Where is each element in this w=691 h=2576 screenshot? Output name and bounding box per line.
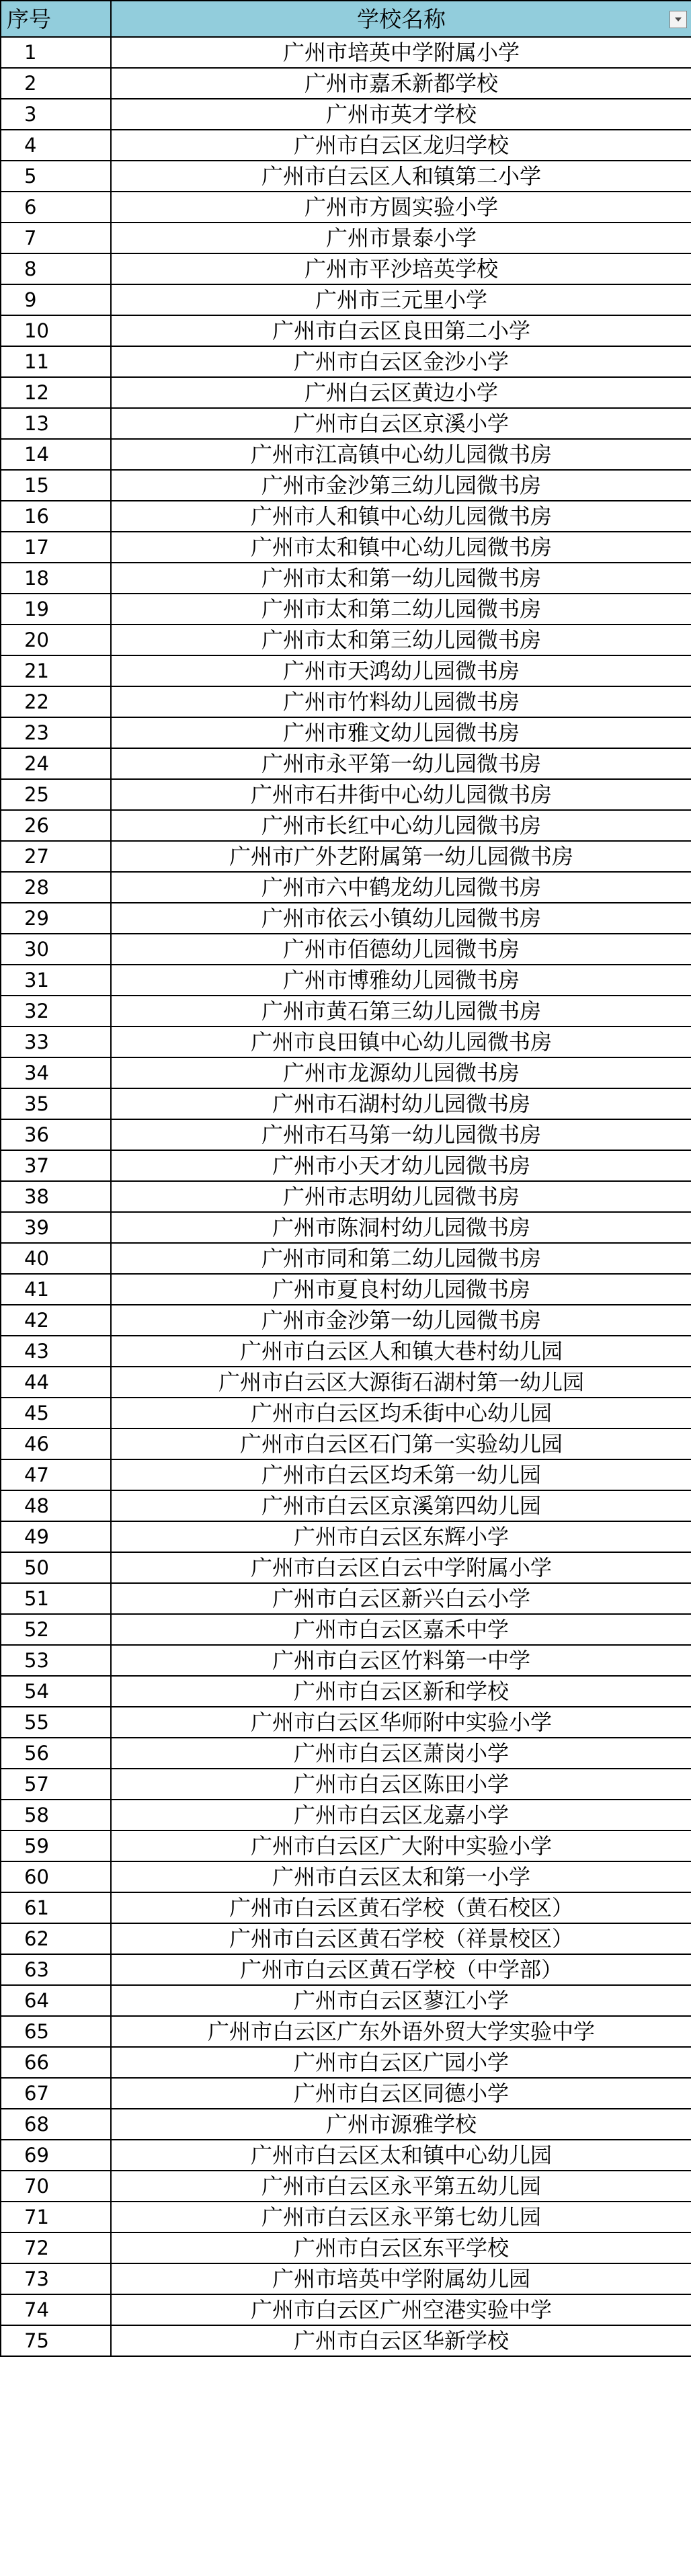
row-number-cell[interactable]: 25 — [1, 779, 111, 810]
filter-dropdown-icon[interactable] — [669, 11, 687, 28]
table-row — [1, 625, 691, 655]
row-number-cell[interactable]: 20 — [1, 625, 111, 655]
table-row — [1, 253, 691, 284]
table-row — [1, 779, 691, 810]
row-number-cell[interactable]: 60 — [1, 1861, 111, 1892]
row-number-cell[interactable]: 36 — [1, 1119, 111, 1150]
row-number-cell[interactable]: 1 — [1, 37, 111, 68]
school-name-cell[interactable]: 广州市石马第一幼儿园微书房 — [111, 1119, 691, 1150]
table-row — [1, 934, 691, 965]
row-number-cell[interactable]: 15 — [1, 470, 111, 501]
table-row — [1, 501, 691, 532]
school-name-cell[interactable]: 广州市良田镇中心幼儿园微书房 — [111, 1027, 691, 1057]
table-row — [1, 1367, 691, 1398]
row-number-cell[interactable]: 58 — [1, 1800, 111, 1830]
school-name-cell[interactable]: 广州市白云区大源街石湖村第一幼儿园 — [111, 1367, 691, 1398]
table-row — [1, 965, 691, 996]
school-name-cell[interactable]: 广州市白云区龙嘉小学 — [111, 1800, 691, 1830]
school-name-cell[interactable]: 广州市同和第二幼儿园微书房 — [111, 1243, 691, 1274]
column-header-number[interactable]: 序号 — [1, 1, 111, 37]
school-name-cell[interactable]: 广州市白云区东辉小学 — [111, 1521, 691, 1552]
school-name-cell[interactable]: 广州市白云区均禾第一幼儿园 — [111, 1459, 691, 1490]
school-name-cell[interactable]: 广州市人和镇中心幼儿园微书房 — [111, 501, 691, 532]
table-row — [1, 470, 691, 501]
table-row — [1, 2047, 691, 2078]
school-name-cell[interactable]: 广州市白云区新和学校 — [111, 1676, 691, 1707]
row-number-cell[interactable]: 13 — [1, 408, 111, 439]
column-header-school-name[interactable] — [111, 1, 691, 37]
table-row — [1, 1243, 691, 1274]
school-name-cell[interactable]: 广州市金沙第三幼儿园微书房 — [111, 470, 691, 501]
row-number-cell[interactable]: 6 — [1, 192, 111, 223]
row-number-cell[interactable]: 28 — [1, 872, 111, 903]
school-name-cell[interactable]: 广州市白云区龙归学校 — [111, 130, 691, 161]
table-row — [1, 37, 691, 68]
school-name-cell[interactable]: 广州市白云区广州空港实验中学 — [111, 2294, 691, 2325]
school-name-cell[interactable]: 广州市长红中心幼儿园微书房 — [111, 810, 691, 841]
row-number-cell[interactable]: 14 — [1, 439, 111, 470]
table-row — [1, 1954, 691, 1985]
row-number-cell[interactable]: 35 — [1, 1088, 111, 1119]
school-name-cell[interactable]: 广州市白云区石门第一实验幼儿园 — [111, 1428, 691, 1459]
school-name-cell[interactable]: 广州市培英中学附属小学 — [111, 37, 691, 68]
table-row — [1, 2263, 691, 2294]
row-number-cell[interactable]: 8 — [1, 253, 111, 284]
school-name-cell[interactable]: 广州市白云区嘉禾中学 — [111, 1614, 691, 1645]
school-name-cell[interactable]: 广州市源雅学校 — [111, 2109, 691, 2140]
school-name-cell[interactable]: 广州市嘉禾新都学校 — [111, 68, 691, 99]
school-name-cell[interactable]: 广州市平沙培英学校 — [111, 253, 691, 284]
table-row — [1, 223, 691, 253]
table-row — [1, 2232, 691, 2263]
row-number-cell[interactable]: 2 — [1, 68, 111, 99]
row-number-cell[interactable]: 49 — [1, 1521, 111, 1552]
table-row — [1, 1676, 691, 1707]
row-number-cell[interactable]: 53 — [1, 1645, 111, 1676]
school-name-cell[interactable]: 广州市白云区黄石学校（黄石校区） — [111, 1892, 691, 1923]
school-name-cell[interactable]: 广州市天鸿幼儿园微书房 — [111, 655, 691, 686]
row-number-cell[interactable]: 43 — [1, 1336, 111, 1367]
school-name-cell[interactable]: 广州市夏良村幼儿园微书房 — [111, 1274, 691, 1305]
row-number-cell[interactable]: 34 — [1, 1057, 111, 1088]
school-name-cell[interactable]: 广州市白云区太和镇中心幼儿园 — [111, 2140, 691, 2171]
table-row — [1, 532, 691, 563]
school-name-cell[interactable]: 广州市佰德幼儿园微书房 — [111, 934, 691, 965]
row-number-cell[interactable]: 31 — [1, 965, 111, 996]
table-row — [1, 99, 691, 130]
table-row — [1, 2325, 691, 2356]
school-name-cell[interactable]: 广州市博雅幼儿园微书房 — [111, 965, 691, 996]
table-row — [1, 1800, 691, 1830]
school-name-cell[interactable]: 广州市白云区同德小学 — [111, 2078, 691, 2109]
table-row — [1, 1583, 691, 1614]
table-row — [1, 1150, 691, 1181]
school-name-cell[interactable]: 广州市白云区广园小学 — [111, 2047, 691, 2078]
table-row — [1, 2109, 691, 2140]
row-number-cell[interactable]: 72 — [1, 2232, 111, 2263]
row-number-cell[interactable]: 30 — [1, 934, 111, 965]
school-name-cell[interactable]: 广州市白云区金沙小学 — [111, 346, 691, 377]
row-number-cell[interactable]: 11 — [1, 346, 111, 377]
table-row — [1, 2171, 691, 2202]
school-name-cell[interactable]: 广州市太和镇中心幼儿园微书房 — [111, 532, 691, 563]
row-number-cell[interactable]: 24 — [1, 748, 111, 779]
row-number-cell[interactable]: 69 — [1, 2140, 111, 2171]
table-row — [1, 2294, 691, 2325]
row-number-cell[interactable]: 50 — [1, 1552, 111, 1583]
school-name-cell[interactable]: 广州市太和第二幼儿园微书房 — [111, 594, 691, 625]
school-name-cell[interactable]: 广州市白云区华师附中实验小学 — [111, 1707, 691, 1738]
school-name-cell[interactable]: 广州市太和第一幼儿园微书房 — [111, 563, 691, 594]
school-name-cell[interactable]: 广州市白云区东平学校 — [111, 2232, 691, 2263]
row-number-cell[interactable]: 3 — [1, 99, 111, 130]
school-name-cell[interactable]: 广州市龙源幼儿园微书房 — [111, 1057, 691, 1088]
table-row — [1, 1274, 691, 1305]
table-row — [1, 2140, 691, 2171]
school-name-cell[interactable]: 广州市小天才幼儿园微书房 — [111, 1150, 691, 1181]
table-row — [1, 346, 691, 377]
row-number-cell[interactable]: 22 — [1, 686, 111, 717]
table-row — [1, 1521, 691, 1552]
row-number-cell[interactable]: 19 — [1, 594, 111, 625]
table-row — [1, 1614, 691, 1645]
table-row — [1, 1985, 691, 2016]
row-number-cell[interactable]: 68 — [1, 2109, 111, 2140]
table-row — [1, 1027, 691, 1057]
table-row — [1, 284, 691, 315]
table-row — [1, 315, 691, 346]
table-row — [1, 2078, 691, 2109]
school-name-cell[interactable]: 广州市白云区白云中学附属小学 — [111, 1552, 691, 1583]
row-number-cell[interactable]: 39 — [1, 1212, 111, 1243]
school-name-cell[interactable]: 广州市白云区华新学校 — [111, 2325, 691, 2356]
row-number-cell[interactable]: 38 — [1, 1181, 111, 1212]
table-row — [1, 841, 691, 872]
row-number-cell[interactable]: 70 — [1, 2171, 111, 2202]
table-row — [1, 748, 691, 779]
row-number-cell[interactable]: 63 — [1, 1954, 111, 1985]
school-name-cell[interactable]: 广州市白云区京溪小学 — [111, 408, 691, 439]
table-row — [1, 1769, 691, 1800]
row-number-cell[interactable]: 66 — [1, 2047, 111, 2078]
row-number-cell[interactable]: 16 — [1, 501, 111, 532]
table-row — [1, 68, 691, 99]
row-number-cell[interactable]: 42 — [1, 1305, 111, 1336]
school-name-cell[interactable]: 广州市黄石第三幼儿园微书房 — [111, 996, 691, 1027]
school-name-cell[interactable]: 广州市白云区广大附中实验小学 — [111, 1830, 691, 1861]
table-row — [1, 563, 691, 594]
school-name-cell[interactable]: 广州市白云区永平第五幼儿园 — [111, 2171, 691, 2202]
row-number-cell[interactable]: 44 — [1, 1367, 111, 1398]
school-name-cell[interactable]: 广州市白云区广东外语外贸大学实验中学 — [111, 2016, 691, 2047]
table-row — [1, 1305, 691, 1336]
school-name-cell[interactable]: 广州市方圆实验小学 — [111, 192, 691, 223]
school-name-cell[interactable]: 广州市白云区蓼江小学 — [111, 1985, 691, 2016]
row-number-cell[interactable]: 18 — [1, 563, 111, 594]
table-row — [1, 1490, 691, 1521]
row-number-cell[interactable]: 23 — [1, 717, 111, 748]
table-row — [1, 1830, 691, 1861]
school-name-cell[interactable]: 广州市志明幼儿园微书房 — [111, 1181, 691, 1212]
row-number-cell[interactable]: 59 — [1, 1830, 111, 1861]
school-name-cell[interactable]: 广州市雅文幼儿园微书房 — [111, 717, 691, 748]
table-row — [1, 1181, 691, 1212]
table-row — [1, 1057, 691, 1088]
school-name-cell[interactable]: 广州市白云区黄石学校（中学部） — [111, 1954, 691, 1985]
table-row — [1, 686, 691, 717]
row-number-cell[interactable]: 57 — [1, 1769, 111, 1800]
row-number-cell[interactable]: 62 — [1, 1923, 111, 1954]
school-name-cell[interactable]: 广州市白云区良田第二小学 — [111, 315, 691, 346]
school-name-cell[interactable]: 广州市石湖村幼儿园微书房 — [111, 1088, 691, 1119]
table-row — [1, 717, 691, 748]
table-row — [1, 1707, 691, 1738]
table-row — [1, 1861, 691, 1892]
row-number-cell[interactable]: 64 — [1, 1985, 111, 2016]
school-name-cell[interactable]: 广州市白云区京溪第四幼儿园 — [111, 1490, 691, 1521]
table-row — [1, 439, 691, 470]
table-row — [1, 1738, 691, 1769]
school-name-cell[interactable]: 广州市广外艺附属第一幼儿园微书房 — [111, 841, 691, 872]
row-number-cell[interactable]: 4 — [1, 130, 111, 161]
table-row — [1, 1552, 691, 1583]
row-number-cell[interactable]: 52 — [1, 1614, 111, 1645]
school-name-cell[interactable]: 广州市永平第一幼儿园微书房 — [111, 748, 691, 779]
school-name-cell[interactable]: 广州市白云区均禾街中心幼儿园 — [111, 1398, 691, 1428]
table-row — [1, 2202, 691, 2232]
school-name-cell[interactable]: 广州市金沙第一幼儿园微书房 — [111, 1305, 691, 1336]
table-row — [1, 1088, 691, 1119]
row-number-cell[interactable]: 56 — [1, 1738, 111, 1769]
table-row — [1, 1892, 691, 1923]
row-number-cell[interactable]: 47 — [1, 1459, 111, 1490]
row-number-cell[interactable]: 7 — [1, 223, 111, 253]
row-number-cell[interactable]: 33 — [1, 1027, 111, 1057]
table-row — [1, 1398, 691, 1428]
school-name-cell[interactable]: 广州市白云区新兴白云小学 — [111, 1583, 691, 1614]
row-number-cell[interactable]: 29 — [1, 903, 111, 934]
school-name-cell[interactable]: 广州市太和第三幼儿园微书房 — [111, 625, 691, 655]
school-name-cell[interactable]: 广州白云区黄边小学 — [111, 377, 691, 408]
row-number-cell[interactable]: 17 — [1, 532, 111, 563]
school-name-cell[interactable]: 广州市培英中学附属幼儿园 — [111, 2263, 691, 2294]
table-row — [1, 192, 691, 223]
row-number-cell[interactable]: 21 — [1, 655, 111, 686]
table-row — [1, 1645, 691, 1676]
row-number-cell[interactable]: 48 — [1, 1490, 111, 1521]
row-number-cell[interactable]: 75 — [1, 2325, 111, 2356]
table-row — [1, 655, 691, 686]
school-name-cell[interactable]: 广州市依云小镇幼儿园微书房 — [111, 903, 691, 934]
row-number-cell[interactable]: 9 — [1, 284, 111, 315]
row-number-cell[interactable]: 10 — [1, 315, 111, 346]
header-row — [1, 1, 691, 37]
row-number-cell[interactable]: 40 — [1, 1243, 111, 1274]
row-number-cell[interactable]: 73 — [1, 2263, 111, 2294]
school-name-cell[interactable]: 广州市石井街中心幼儿园微书房 — [111, 779, 691, 810]
row-number-cell[interactable]: 37 — [1, 1150, 111, 1181]
row-number-cell[interactable]: 55 — [1, 1707, 111, 1738]
row-number-cell[interactable]: 51 — [1, 1583, 111, 1614]
school-name-cell[interactable]: 广州市白云区陈田小学 — [111, 1769, 691, 1800]
table-row — [1, 1212, 691, 1243]
school-name-cell[interactable]: 广州市竹料幼儿园微书房 — [111, 686, 691, 717]
school-name-cell[interactable]: 广州市白云区竹料第一中学 — [111, 1645, 691, 1676]
row-number-cell[interactable]: 61 — [1, 1892, 111, 1923]
table-row — [1, 872, 691, 903]
school-name-cell[interactable]: 广州市江高镇中心幼儿园微书房 — [111, 439, 691, 470]
school-name-cell[interactable]: 广州市景泰小学 — [111, 223, 691, 253]
table-row — [1, 903, 691, 934]
school-name-cell[interactable]: 广州市六中鹤龙幼儿园微书房 — [111, 872, 691, 903]
row-number-cell[interactable]: 27 — [1, 841, 111, 872]
school-name-cell[interactable]: 广州市英才学校 — [111, 99, 691, 130]
table-row — [1, 1119, 691, 1150]
table-row — [1, 996, 691, 1027]
table-row — [1, 130, 691, 161]
row-number-cell[interactable]: 54 — [1, 1676, 111, 1707]
row-number-cell[interactable]: 12 — [1, 377, 111, 408]
table-body — [1, 37, 691, 2356]
row-number-cell[interactable]: 71 — [1, 2202, 111, 2232]
row-number-cell[interactable]: 45 — [1, 1398, 111, 1428]
column-header-school-name-label: 学校名称 — [357, 5, 446, 32]
school-name-cell[interactable]: 广州市白云区黄石学校（祥景校区） — [111, 1923, 691, 1954]
row-number-cell[interactable]: 41 — [1, 1274, 111, 1305]
school-name-cell[interactable]: 广州市白云区萧岗小学 — [111, 1738, 691, 1769]
table-row — [1, 2016, 691, 2047]
table-row — [1, 1428, 691, 1459]
table-row — [1, 810, 691, 841]
row-number-cell[interactable]: 26 — [1, 810, 111, 841]
row-number-cell[interactable]: 65 — [1, 2016, 111, 2047]
row-number-cell[interactable]: 46 — [1, 1428, 111, 1459]
row-number-cell[interactable]: 67 — [1, 2078, 111, 2109]
school-name-cell[interactable]: 广州市白云区太和第一小学 — [111, 1861, 691, 1892]
table-row — [1, 408, 691, 439]
table-row — [1, 377, 691, 408]
table-row — [1, 1459, 691, 1490]
school-name-cell[interactable]: 广州市白云区人和镇大巷村幼儿园 — [111, 1336, 691, 1367]
table-row — [1, 594, 691, 625]
row-number-cell[interactable]: 32 — [1, 996, 111, 1027]
school-name-cell[interactable]: 广州市陈洞村幼儿园微书房 — [111, 1212, 691, 1243]
row-number-cell[interactable]: 74 — [1, 2294, 111, 2325]
school-name-cell[interactable]: 广州市三元里小学 — [111, 284, 691, 315]
row-number-cell[interactable]: 5 — [1, 161, 111, 192]
table-row — [1, 1336, 691, 1367]
table-row — [1, 1923, 691, 1954]
table-row — [1, 161, 691, 192]
school-name-cell[interactable]: 广州市白云区人和镇第二小学 — [111, 161, 691, 192]
school-name-cell[interactable]: 广州市白云区永平第七幼儿园 — [111, 2202, 691, 2232]
